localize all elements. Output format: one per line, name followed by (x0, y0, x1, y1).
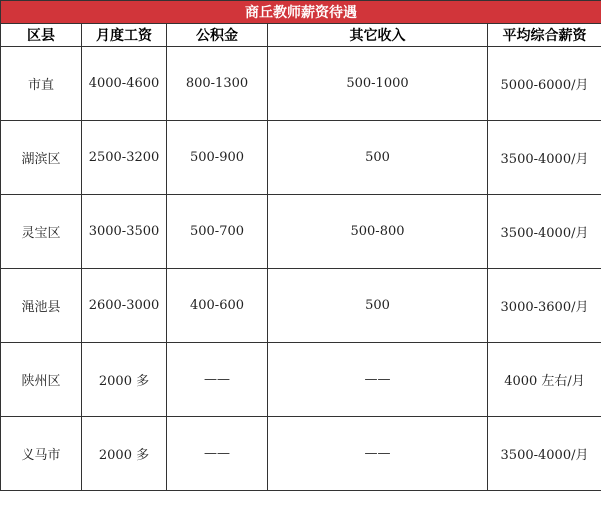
cell-district: 市直 (1, 47, 82, 121)
title-row (1, 1, 601, 24)
table-row (1, 121, 601, 195)
cell-housing-fund: 400-600 (167, 269, 268, 343)
cell-other-income: 500 (268, 121, 488, 195)
cell-average-salary: 3500-4000/月 (488, 417, 601, 491)
cell-monthly-salary: 4000-4600 (82, 47, 167, 121)
cell-average-salary: 3500-4000/月 (488, 121, 601, 195)
cell-housing-fund: 500-900 (167, 121, 268, 195)
cell-average-salary: 3500-4000/月 (488, 195, 601, 269)
cell-average-salary: 3000-3600/月 (488, 269, 601, 343)
table-row (1, 47, 601, 121)
header-monthly-salary: 月度工资 (82, 24, 167, 47)
table-row (1, 417, 601, 491)
cell-other-income: 500 (268, 269, 488, 343)
table-row (1, 343, 601, 417)
cell-housing-fund: —— (167, 417, 268, 491)
table-title: 商丘教师薪资待遇 (1, 1, 601, 24)
cell-average-salary: 4000 左右/月 (488, 343, 601, 417)
cell-housing-fund: —— (167, 343, 268, 417)
cell-average-salary: 5000-6000/月 (488, 47, 601, 121)
cell-district: 义马市 (1, 417, 82, 491)
cell-other-income: 500-800 (268, 195, 488, 269)
cell-other-income: 500-1000 (268, 47, 488, 121)
cell-monthly-salary: 2000 多 (82, 417, 167, 491)
cell-monthly-salary: 3000-3500 (82, 195, 167, 269)
cell-district: 灵宝区 (1, 195, 82, 269)
cell-housing-fund: 500-700 (167, 195, 268, 269)
cell-other-income: —— (268, 343, 488, 417)
table-row (1, 269, 601, 343)
cell-monthly-salary: 2600-3000 (82, 269, 167, 343)
cell-other-income: —— (268, 417, 488, 491)
table-row (1, 195, 601, 269)
cell-district: 湖滨区 (1, 121, 82, 195)
cell-district: 渑池县 (1, 269, 82, 343)
header-other-income: 其它收入 (268, 24, 488, 47)
header-district: 区县 (1, 24, 82, 47)
header-average-salary: 平均综合薪资 (488, 24, 601, 47)
header-row (1, 24, 601, 47)
cell-monthly-salary: 2500-3200 (82, 121, 167, 195)
header-housing-fund: 公积金 (167, 24, 268, 47)
cell-monthly-salary: 2000 多 (82, 343, 167, 417)
cell-housing-fund: 800-1300 (167, 47, 268, 121)
cell-district: 陕州区 (1, 343, 82, 417)
